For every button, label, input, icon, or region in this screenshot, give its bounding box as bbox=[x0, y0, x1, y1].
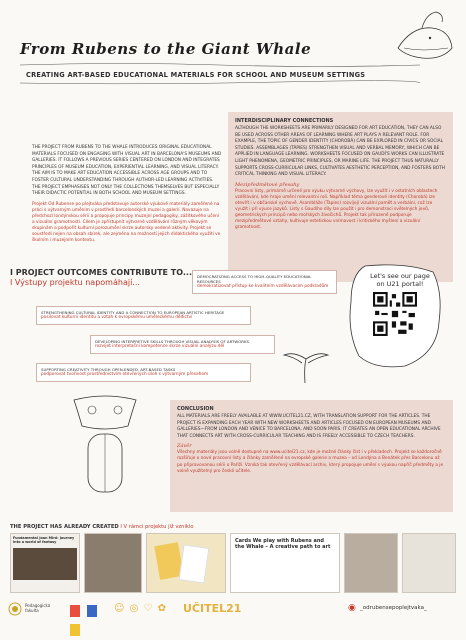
conclusion-cz: Všechny materiály jsou volně dostupné na www.ucitel21.cz, kde je možné články číst i v překladech. Projekt se každoročně rozšiřuje o nové pracovní listy a články zaměřené na evropské galerie a muzea – od Londýna a Benátek přes Barcelonu až po připravovanou sérii o Paříži. Vzniká tak otevřený vzdělávací archiv, který propojuje umění s výukou napříč předměty a je volně využitelný pro české učitele. bbox=[177, 450, 444, 474]
interdisciplinary-cz-title: Mezipředmětové přesahy bbox=[235, 181, 300, 188]
conclusion-en: ALL MATERIALS ARE FREELY AVAILABLE AT WWW.UCITEL21.CZ, WITH TRANSLATION SUPPORT FOR THE ARTICLES. THE PROJECT IS EXPANDING EACH YEAR WITH NEW WORKSHEETS AND ARTICLES FOCUSED ON EUROPEAN MUSEUMS AND GALLERIES—FROM LONDON AND VENICE TO BARCELONA, AND SOON PARIS. IT CREATES AN OPEN EDUCATIONAL ARCHIVE THAT CONNECTS ART WITH CROSS-CURRICULAR TEACHING AND IS FREELY ACCESSIBLE TO CZECH TEACHERS. bbox=[177, 414, 441, 439]
portal-callout bbox=[345, 262, 445, 372]
outcomes-heading bbox=[10, 268, 210, 287]
outcomes-heading-en: I PROJECT OUTCOMES CONTRIBUTE TO... bbox=[10, 268, 192, 277]
page-subtitle: CREATING ART-BASED EDUCATIONAL MATERIALS FOR SCHOOL AND MUSEUM SETTINGS bbox=[26, 71, 366, 79]
intro-en: THE PROJECT FROM RUBENS TO THE WHALE INTRODUCES ORIGINAL EDUCATIONAL MATERIALS FOCUSED ON ENGAGING WITH VISUAL ART IN BARCELONA'S MUSEUMS AND GALLERIES. IT FOLLOWS A PREVIOUS SERIES CENTERED ON LONDON AND INTEGRATES PRINCIPLES OF MUSEUM EDUCATION, EXPERIENTIAL LEARNING, AND VISUAL LITERACY. THE AIM IS TO MAKE ART EDUCATION ACCESSIBLE ACROSS AGE GROUPS AND TO FOSTER CULTURAL UNDERSTANDING THROUGH AUTHOR-LED LEARNING ACTIVITIES. THE PROJECT EMPHASISES NOT ONLY THE COLLECTIONS THEMSELVES BUT ESPECIALLY THEIR DIDACTIC POTENTIAL IN BOTH SCHOOL AND MUSEUM SETTINGS. bbox=[32, 145, 222, 197]
thumbnail-page[interactable] bbox=[402, 533, 456, 593]
partner-logo-icon bbox=[70, 602, 110, 616]
created-heading-cz: I V rámci projektu již vzniklo bbox=[120, 524, 194, 530]
conclusion-cz-title: Závěr bbox=[177, 443, 192, 450]
conclusion-title: CONCLUSION bbox=[177, 406, 214, 412]
faculty-name: Pedagogická fakulta bbox=[25, 603, 51, 613]
portal-line2: on U21 portal! bbox=[376, 280, 424, 288]
thumbnail-article-cards[interactable]: Cards We play with Rubens and the Whale – A creative path to art bbox=[230, 533, 340, 593]
footer bbox=[8, 600, 458, 618]
intro-cz: Projekt Od Rubense po plejtváka představuje autorské výukové materiály zaměřené na práci s výtvarným uměním v prostředí barcelonských muzeí a galerií. Navazuje na předchozí londýnskou sérii a propojuje principy muzejní pedagogiky, zážitkového učení a vizuální gramotnosti. Cílem je zpřístupnit výtvarné vzdělávání různým věkovým skupinám a podpořit kulturní porozumění skrze autorsky vedené aktivity. Projekt se soustředí nejen na obsah sbírek, ale zejména na možnosti jejich didaktického využití ve školním i muzejním kontextu. bbox=[32, 201, 221, 244]
thumbnail-museum[interactable] bbox=[344, 533, 398, 593]
thumbnail-gallery[interactable] bbox=[84, 533, 142, 593]
created-heading-en: THE PROJECT HAS ALREADY CREATED bbox=[10, 524, 119, 530]
thumbnail-image bbox=[13, 548, 77, 580]
page-title: From Rubens to the Giant Whale bbox=[20, 40, 312, 58]
balcony-illustration-icon bbox=[70, 392, 140, 497]
conclusion-box bbox=[170, 400, 453, 512]
interdisciplinary-en: ALTHOUGH THE WORKSHEETS ARE PRIMARILY DESIGNED FOR ART EDUCATION, THEY CAN ALSO BE USED ACROSS OTHER AREAS OF LEARNING WHERE ART PLAYS A RELEVANT ROLE. FOR EXAMPLE, THE TOPIC OF GENDER IDENTITY (CHOROBÁ) CAN BE EXPLORED IN CIVICS OR SOCIAL STUDIES. ASSEMBLAGES (TÀPIES) STRENGTHEN VISUAL AND VERBAL MEMORY, WHICH CAN BE APPLIED IN LANGUAGE LEARNING. WORKSHEETS FOCUSED ON GAUDÍ'S WORKS CAN ILLUSTRATE LIGHT PHENOMENA, GEOMETRIC PRINCIPLES, OR MARINE LIFE. THE PROJECT THUS NATURALLY SUPPORTS CROSS-CURRICULAR LINKS, CULTIVATES AESTHETIC PERCEPTION, AND FOSTERS BOTH CRITICAL THINKING AND VISUAL LITERACY. bbox=[235, 126, 445, 178]
portal-line1: Let's see our page bbox=[370, 272, 430, 280]
outcome-item: DEVELOPING INTERPRETIVE SKILLS THROUGH VISUAL ANALYSIS OF ARTWORKS rozvíjet interpretační kompetence skrze vizuální analýzu děl bbox=[90, 335, 275, 354]
outcome-item: SUPPORTING CREATIVITY THROUGH OPEN-ENDED, ART-BASED TASKS podporovat tvořivost prostřednictvím otevřených úloh s výtvarným přesahem bbox=[36, 363, 251, 382]
interdisciplinary-cz: Pracovní listy, primárně určené pro výuku výtvarné výchovy, lze využít i v ostatních oblastech vzdělávání, kde hraje umění relevantní roli. Například téma genderové identity (Chorobá) lze otevřít i v občanské výchově. Asambláže (Tàpies) rozvíjejí vizuální paměť a verbální, což lze využít i při výuce jazyků. Listy s Gaudího díly lze použít i pro demonstraci světelných jevů, geometrických principů nebo mořských živočichů. Projekt tak přirozeně podporuje mezipředmětové vztahy, kultivuje estetickou vnímavost i kritického myšlení a vizuální gramotnost. bbox=[235, 188, 438, 231]
icons-row-icon: ☺ ◎ ♡ ✿ bbox=[114, 603, 168, 614]
instagram-icon: ◉ bbox=[348, 603, 356, 613]
qr-code-icon[interactable] bbox=[373, 292, 417, 336]
thumbnail-article[interactable]: Fundamental Joan Miró: journey into a world of fantasy bbox=[10, 533, 80, 593]
created-heading bbox=[10, 524, 310, 530]
interdisciplinary-box bbox=[228, 112, 453, 282]
outcome-item: STRENGTHENING CULTURAL IDENTITY AND A CONNECTION TO EUROPEAN ARTISTIC HERITAGE posilovat kulturní identitu a vztah k evropskému uměleckému dědictví bbox=[36, 306, 251, 325]
title-underline-icon bbox=[20, 62, 420, 68]
brand-logo: UČITEL21 bbox=[183, 602, 242, 615]
subtitle-underline-icon bbox=[20, 80, 420, 86]
whale-tail-icon bbox=[280, 345, 330, 385]
whale-illustration-icon bbox=[392, 8, 458, 68]
outcomes-heading-cz: I Výstupy projektu napomáhají... bbox=[10, 278, 140, 287]
card-shape bbox=[179, 544, 210, 583]
interdisciplinary-title: INTERDISCIPLINARY CONNECTIONS bbox=[235, 118, 334, 124]
intro-section bbox=[32, 145, 222, 244]
university-seal-icon bbox=[8, 602, 22, 616]
outcome-item: DEMOCRATIZING ACCESS TO HIGH-QUALITY EDUCATIONAL RESOURCES demokratizovat přístup ke kvalitním vzdělávacím podkladům bbox=[192, 270, 337, 294]
instagram-handle[interactable]: _odrubensepoplejtvaka_ bbox=[360, 605, 427, 611]
thumbnail-cards[interactable] bbox=[146, 533, 226, 593]
